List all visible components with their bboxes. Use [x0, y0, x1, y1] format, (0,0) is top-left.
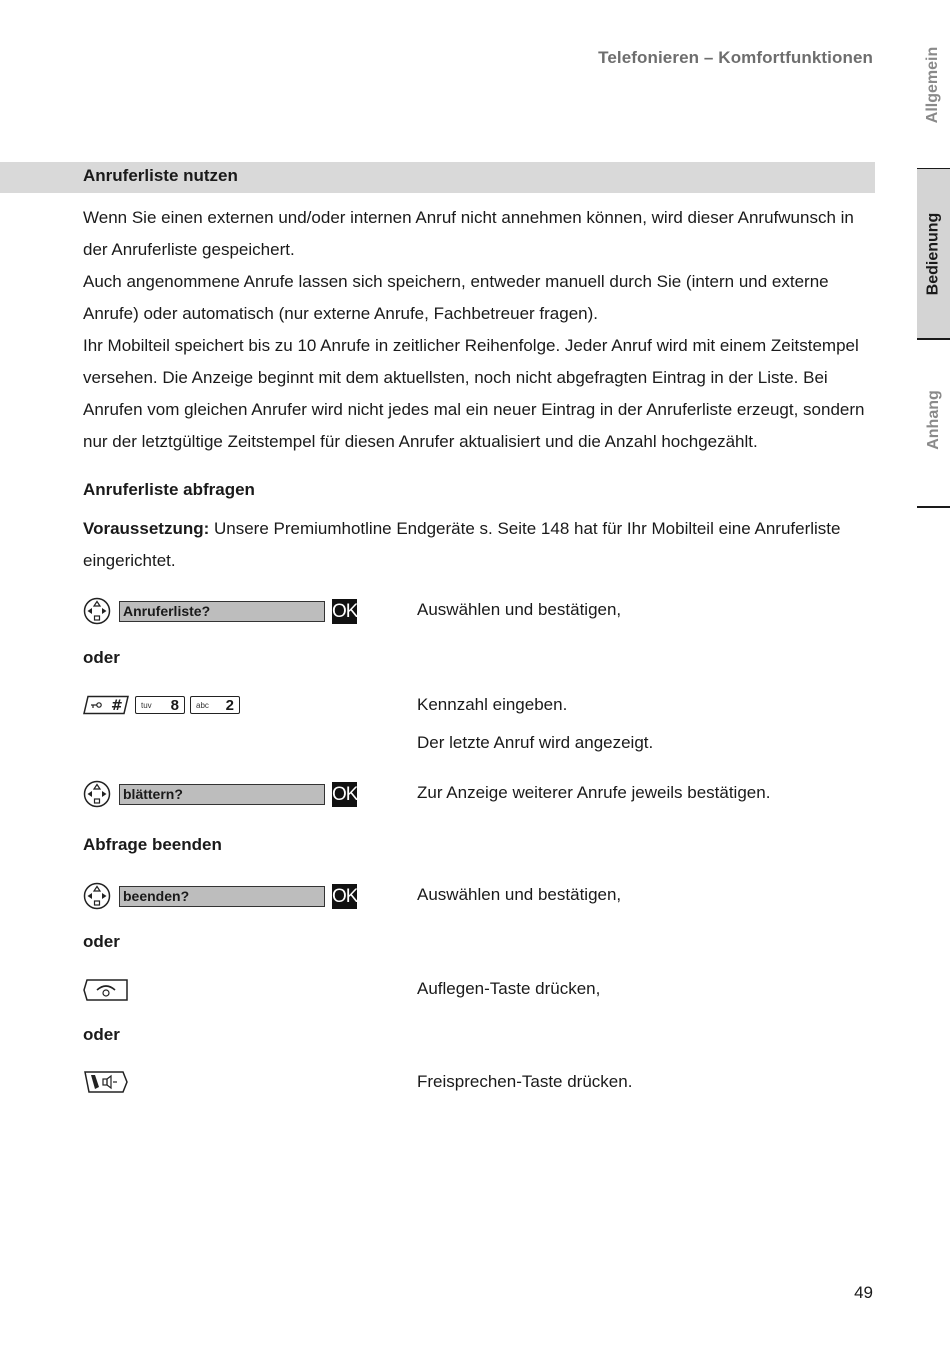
step-blaettern-text: Zur Anzeige weiterer Anrufe jeweils bestätigen.: [417, 783, 771, 802]
side-tab-bedienung-label: Bedienung: [924, 212, 942, 296]
step-kennzahl-text: Kennzahl eingeben.: [417, 695, 568, 714]
hash-key-label: #: [111, 698, 123, 714]
intro-paragraph-1: Wenn Sie einen externen und/oder internen Anruf nicht annehmen können, wird dieser Anrufwunsch in der Anruferliste gespeichert.: [83, 208, 854, 259]
section-title: Anruferliste nutzen: [83, 166, 238, 185]
page-number: 49: [854, 1283, 873, 1302]
step-kennzahl-text-2: Der letzte Anruf wird angezeigt.: [417, 733, 654, 752]
key-2-digit: 2: [225, 696, 234, 714]
step-beenden: [83, 880, 357, 912]
oder-label: oder: [83, 932, 120, 951]
side-tab-anhang-label: Anhang: [924, 390, 942, 450]
intro-text: [83, 202, 875, 458]
display-anruferliste: Anruferliste?: [119, 601, 325, 622]
side-tab-allgemein[interactable]: [917, 20, 950, 150]
side-tab-bedienung[interactable]: [917, 169, 950, 339]
display-beenden: beenden?: [119, 886, 325, 907]
prereq-text: Unsere Premiumhotline Endgeräte s. Seite 148 hat für Ihr Mobilteil eine Anruferliste eingerichtet.: [83, 519, 841, 570]
hang-up-key-icon[interactable]: [83, 978, 129, 1002]
prereq-label: Voraussetzung:: [83, 519, 210, 538]
tab-divider: [917, 506, 950, 508]
step-kennzahl: [83, 689, 245, 721]
nav-key-icon[interactable]: [83, 780, 111, 808]
prerequisite: [83, 513, 875, 577]
side-tab-allgemein-label: Allgemein: [924, 46, 942, 124]
subheading-abfragen: Anruferliste abfragen: [83, 480, 255, 499]
key-8-letters: tuv: [141, 700, 152, 710]
step-auflegen: [83, 974, 129, 1006]
step-anruferliste-text: Auswählen und bestätigen,: [417, 600, 622, 619]
step-blaettern: [83, 778, 357, 810]
side-tab-strip: [917, 0, 950, 520]
step-freisprechen: [83, 1066, 129, 1098]
display-blaettern: blättern?: [119, 784, 325, 805]
tab-divider: [917, 338, 950, 340]
step-beenden-text: Auswählen und bestätigen,: [417, 885, 622, 904]
ok-button[interactable]: OK: [332, 600, 358, 622]
key-8[interactable]: [135, 696, 185, 714]
ok-button[interactable]: OK: [332, 885, 358, 907]
nav-key-icon[interactable]: [83, 597, 111, 625]
key-2-letters: abc: [196, 700, 209, 710]
hash-key-icon[interactable]: [83, 695, 129, 715]
oder-label: oder: [83, 1025, 120, 1044]
side-tab-anhang[interactable]: [917, 345, 950, 495]
step-auflegen-text: Auflegen-Taste drücken,: [417, 979, 601, 998]
intro-paragraph-2: Auch angenommene Anrufe lassen sich speichern, entweder manuell durch Sie (intern und externe Anrufe) oder automatisch (nur externe Anrufe, Fachbetreuer fragen).: [83, 272, 829, 323]
ok-button[interactable]: OK: [332, 783, 358, 805]
running-header: Telefonieren – Komfortfunktionen: [598, 48, 873, 67]
intro-paragraph-3: Ihr Mobilteil speichert bis zu 10 Anrufe in zeitlicher Reihenfolge. Jeder Anruf wird mit einem Zeitstempel versehen. Die Anzeige beginnt mit dem aktuellsten, noch nicht abgefragten Eintrag in der Liste. Bei Anrufen vom gleichen Anrufer wird nicht jedes mal ein neuer Eintrag in der Anruferliste erzeugt, sondern nur der letztgültige Zeitstempel für diesen Anrufer aktualisiert und die Anzahl hochgezählt.: [83, 336, 865, 451]
section-title-bar: [0, 162, 875, 193]
step-freisprechen-text: Freisprechen-Taste drücken.: [417, 1072, 633, 1091]
nav-key-icon[interactable]: [83, 882, 111, 910]
subheading-beenden: Abfrage beenden: [83, 835, 222, 854]
speaker-key-icon[interactable]: [83, 1070, 129, 1094]
key-8-digit: 8: [170, 696, 179, 714]
oder-label: oder: [83, 648, 120, 667]
step-anruferliste: [83, 595, 357, 627]
key-2[interactable]: [190, 696, 240, 714]
